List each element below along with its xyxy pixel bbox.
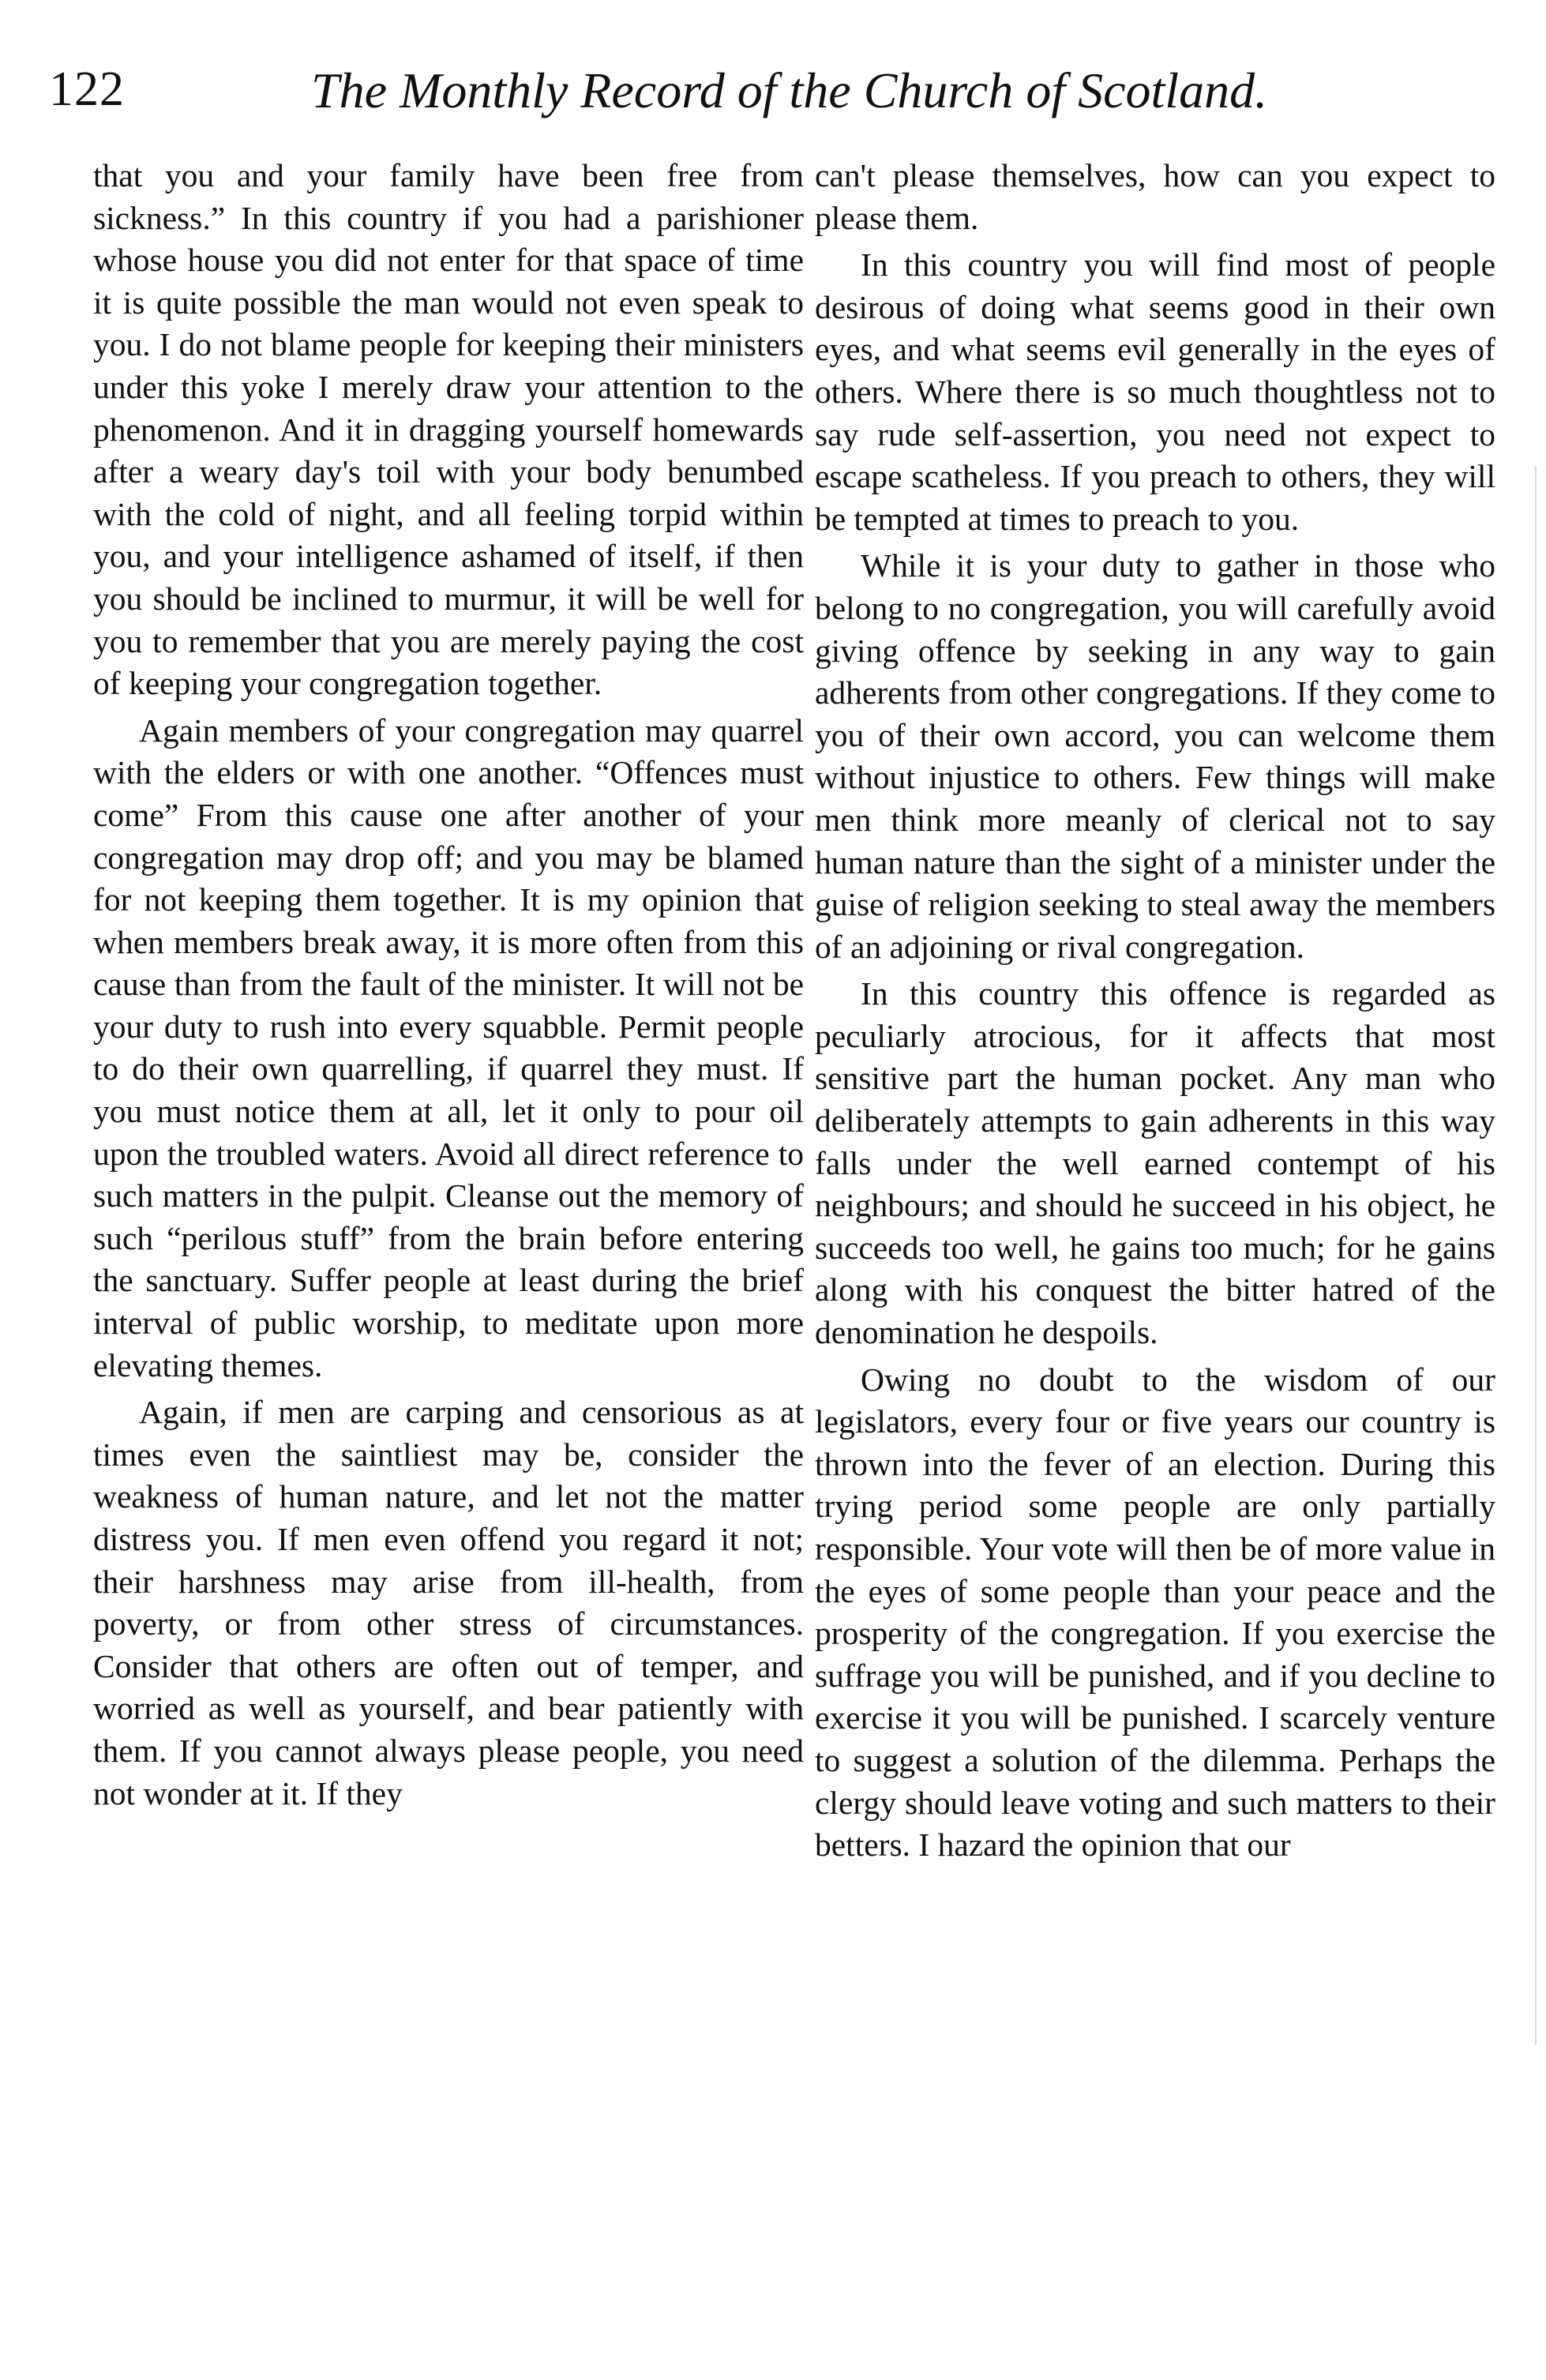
paragraph: Again members of your congregation may quarrel with the elders or with one another. “Offences must come” From this cause one after another of your congregation may drop off; and you may be blamed for not keeping them together. It is my opinion that when members break away, it is more often from this cause than from the fault of the minister. It will not be your duty to rush into every squabble. Permit people to do their own quarrelling, if quarrel they must. If you must notice them at all, let it only to pour oil upon the troubled waters. Avoid all direct reference to such matters in the pulpit. Cleanse out the memory of such “perilous stuff” from the brain before entering the sanctuary. Suffer people at least during the brief interval of public worship, to meditate upon more elevating themes. [93,711,804,1383]
paragraph: Owing no doubt to the wisdom of our legislators, every four or five years our country is thrown into the fever of an election. During this trying period some people are only partially responsible. Your vote will then be of more value in the eyes of some people than your peace and the prosperity of the congregation. If you exercise the suffrage you will be punished, and if you decline to exercise it you will be punished. I scarcely venture to suggest a solution of the dilemma. Perhaps the clergy should leave voting and such matters to their betters. I hazard the opinion that our [815,1361,1495,1864]
page-header [49,62,1281,125]
paragraph: In this country you will find most of people desirous of doing what seems good in their own eyes, and what seems evil generally in the eyes of others. Where there is so much thoughtless not to say rude self-assertion, you need not expect to escape scatheless. If you preach to others, they will be tempted at times to preach to you. [815,246,1495,537]
running-title: The Monthly Record of the Church of Scotland. [311,62,1268,118]
page-edge-shadow [1535,466,1537,2045]
paragraph: In this country this offence is regarded as peculiarly atrocious, for it affects that most sensitive part the human pocket. Any man who deliberately attempts to gain adherents in this way falls under the well earned contempt of his neighbours; and should he succeed in his object, he succeeds too well, he gains too much; for he gains along with his conquest the bitter hatred of the denomination he despoils. [815,975,1495,1351]
right-column [815,155,1495,1867]
left-column [93,155,804,1815]
paragraph: can't please themselves, how can you expect to please them. [815,157,1495,236]
paragraph: While it is your duty to gather in those who belong to no congregation, you will carefully avoid giving offence by seeking in any way to gain adherents from other congregations. If they come to you of their own accord, you can welcome them without injustice to others. Few things will make men think more meanly of clerical not to say human nature than the sight of a minister under the guise of religion seeking to steal away the members of an adjoining or rival congregation. [815,547,1495,965]
paragraph: Again, if men are carping and censorious as at times even the saintliest may be, consider the weakness of human nature, and let not the matter distress you. If men even offend you regard it not; their harshness may arise from ill-health, from poverty, or from other stress of circumstances. Consider that others are often out of temper, and worried as well as yourself, and bear patiently with them. If you cannot always please people, you need not wonder at it. If they [93,1394,804,1811]
paragraph: that you and your family have been free from sickness.” In this country if you had a parishioner whose house you did not enter for that space of time it is quite possible the man would not even speak to you. I do not blame people for keeping their ministers under this yoke I merely draw your attention to the phenomenon. And it in dragging yourself homewards after a weary day's toil with your body benumbed with the cold of night, and all feeling torpid within you, and your intelligence ashamed of itself, if then you should be inclined to murmur, it will be well for you to remember that you are merely paying the cost of keeping your congregation together. [93,157,804,702]
page-number: 122 [49,62,125,116]
